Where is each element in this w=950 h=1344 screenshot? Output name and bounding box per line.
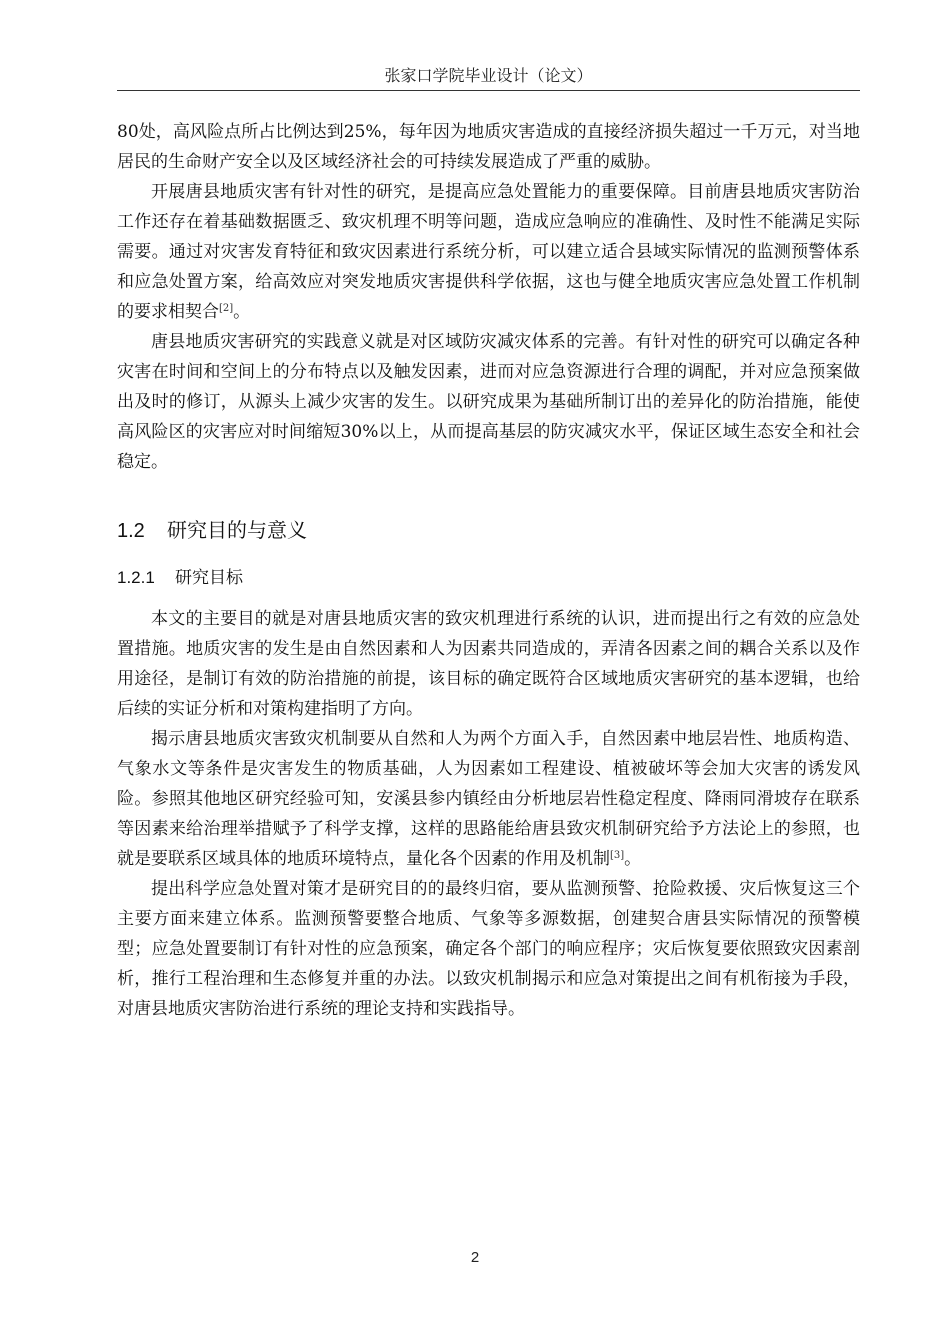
paragraph-end: 。	[624, 849, 642, 869]
paragraph-continued: 80处，高风险点所占比例达到25%，每年因为地质灾害造成的直接经济损失超过一千万元，对当地居民的生命财产安全以及区域经济社会的可持续发展造成了严重的威胁。	[117, 122, 860, 172]
body-text	[117, 117, 860, 1024]
subsection-heading	[117, 564, 860, 592]
section-number: 1.2	[117, 520, 145, 542]
paragraph-end: 。	[233, 302, 251, 322]
citation-ref: [3]	[610, 850, 625, 861]
paragraph	[117, 724, 860, 874]
subsection-title: 研究目标	[175, 568, 243, 588]
paragraph: 提出科学应急处置对策才是研究目的的最终归宿，要从监测预警、抢险救援、灾后恢复这三个主要方面来建立体系。监测预警要整合地质、气象等多源数据，创建契合唐县实际情况的预警模型；应急处置要制订有针对性的应急预案，确定各个部门的响应程序；灾后恢复要依照致灾因素剖析，推行工程治理和生态修复并重的办法。以致灾机制揭示和应急对策提出之间有机衔接为手段，对唐县地质灾害防治进行系统的理论支持和实践指导。	[117, 879, 860, 1019]
paragraph	[117, 177, 860, 327]
paragraph-text: 揭示唐县地质灾害致灾机制要从自然和人为两个方面入手，自然因素中地层岩性、地质构造、气象水文等条件是灾害发生的物质基础，人为因素如工程建设、植被破坏等会加大灾害的诱发风险。参照其他地区研究经验可知，安溪县参内镇经由分析地层岩性稳定程度、降雨同滑坡存在联系等因素来给治理举措赋予了科学支撑，这样的思路能给唐县致灾机制研究给予方法论上的参照，也就是要联系区域具体的地质环境特点，量化各个因素的作用及机制	[117, 729, 860, 869]
section-title: 研究目的与意义	[167, 518, 307, 542]
subsection-number: 1.2.1	[117, 568, 155, 587]
paragraph-text: 开展唐县地质灾害有针对性的研究，是提高应急处置能力的重要保障。目前唐县地质灾害防治工作还存在着基础数据匮乏、致灾机理不明等问题，造成应急响应的准确性、及时性不能满足实际需要。通过对灾害发育特征和致灾因素进行系统分析，可以建立适合县域实际情况的监测预警体系和应急处置方案，给高效应对突发地质灾害提供科学依据，这也与健全地质灾害应急处置工作机制的要求相契合	[117, 182, 860, 322]
section-heading	[117, 515, 860, 546]
paragraph: 唐县地质灾害研究的实践意义就是对区域防灾减灾体系的完善。有针对性的研究可以确定各种灾害在时间和空间上的分布特点以及触发因素，进而对应急资源进行合理的调配，并对应急预案做出及时的修订，从源头上减少灾害的发生。以研究成果为基础所制订出的差异化的防治措施，能使高风险区的灾害应对时间缩短30%以上，从而提高基层的防灾减灾水平，保证区域生态安全和社会稳定。	[117, 332, 860, 472]
header-title: 张家口学院毕业设计（论文）	[384, 66, 593, 85]
header-divider	[117, 90, 860, 91]
page-number: 2	[470, 1249, 480, 1266]
paragraph: 本文的主要目的就是对唐县地质灾害的致灾机理进行系统的认识，进而提出行之有效的应急处置措施。地质灾害的发生是由自然因素和人为因素共同造成的，弄清各因素之间的耦合关系以及作用途径，是制订有效的防治措施的前提，该目标的确定既符合区域地质灾害研究的基本逻辑，也给后续的实证分析和对策构建指明了方向。	[117, 609, 860, 719]
citation-ref: [2]	[219, 303, 234, 314]
page-header	[117, 64, 860, 88]
